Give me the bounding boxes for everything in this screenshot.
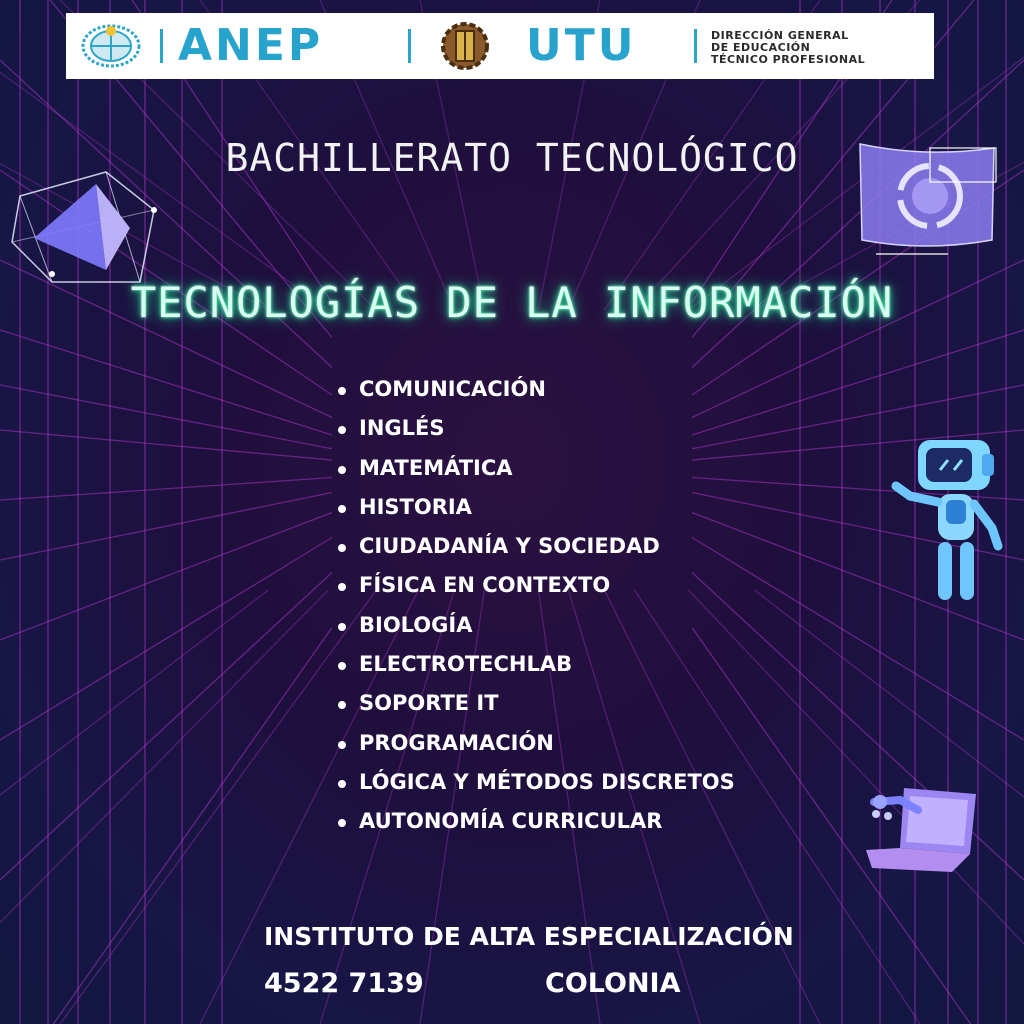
subject-item: MATEMÁTICA: [336, 449, 735, 488]
separator: [160, 29, 163, 63]
subject-item: FÍSICA EN CONTEXTO: [336, 566, 735, 605]
pyramid-cube-icon: [6, 166, 158, 290]
direction-line-1: DIRECCIÓN GENERAL: [711, 29, 849, 42]
robot-icon: [888, 436, 1008, 608]
grid-line: [0, 493, 332, 561]
institute-name: INSTITUTO DE ALTA ESPECIALIZACIÓN: [264, 922, 794, 951]
subject-item: BIOLOGÍA: [336, 606, 735, 645]
anep-wordmark: ANEP: [178, 20, 324, 71]
subject-item: INGLÉS: [336, 409, 735, 448]
grid-line: [0, 573, 332, 881]
direction-line-3: TÉCNICO PROFESIONAL: [711, 53, 866, 66]
program-subtitle: BACHILLERATO TECNOLÓGICO: [225, 136, 799, 180]
subject-item: HISTORIA: [336, 488, 735, 527]
city-name: COLONIA: [545, 968, 681, 999]
subject-item: SOPORTE IT: [336, 684, 735, 723]
uruguay-coat-of-arms-icon: [80, 23, 142, 69]
grid-line: [0, 538, 332, 741]
grid-line: [0, 590, 328, 1024]
separator: [694, 29, 697, 63]
phone-number: 4522 7139: [264, 968, 424, 999]
subject-item: LÓGICA Y MÉTODOS DISCRETOS: [336, 763, 735, 802]
subject-list: [336, 370, 735, 842]
subject-item: AUTONOMÍA CURRICULAR: [336, 802, 735, 841]
grid-line: [0, 513, 332, 641]
grid-line: [0, 430, 332, 460]
program-heading: TECNOLOGÍAS DE LA INFORMACIÓN: [130, 278, 894, 327]
grid-line: [0, 330, 332, 435]
utu-gear-emblem-icon: [426, 21, 504, 71]
subject-item: ELECTROTECHLAB: [336, 645, 735, 684]
holographic-screen-icon: [856, 140, 1002, 258]
separator: [408, 29, 411, 63]
direction-line-2: DE EDUCACIÓN: [711, 41, 811, 54]
subject-item: PROGRAMACIÓN: [336, 724, 735, 763]
grid-line: [692, 330, 1024, 435]
header-logo-bar: [66, 13, 934, 79]
utu-wordmark: UTU: [526, 20, 637, 71]
grid-line: [0, 628, 332, 1024]
grid-line: [0, 590, 268, 1024]
subject-item: CIUDADANÍA Y SOCIEDAD: [336, 527, 735, 566]
grid-line: [0, 478, 332, 501]
laptop-robot-hand-icon: [866, 780, 980, 878]
grid-line: [60, 590, 376, 1024]
subject-item: COMUNICACIÓN: [336, 370, 735, 409]
